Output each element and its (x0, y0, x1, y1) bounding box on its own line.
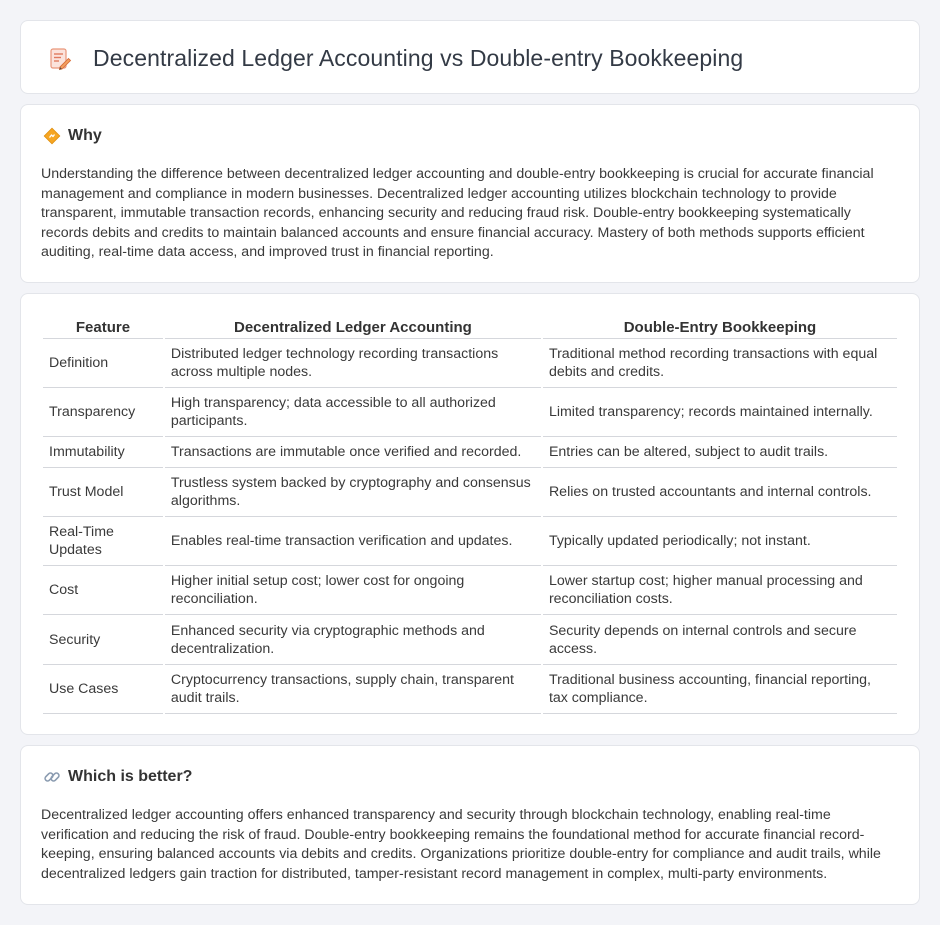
feature-cell: Use Cases (43, 665, 163, 714)
feature-cell: Real-Time Updates (43, 517, 163, 566)
decentralized-cell: Distributed ledger technology recording transactions across multiple nodes. (165, 339, 541, 388)
table-row (43, 468, 897, 517)
feature-cell: Security (43, 615, 163, 665)
double-entry-cell: Lower startup cost; higher manual processing and reconciliation costs. (543, 566, 897, 615)
table-row (43, 437, 897, 468)
why-heading (43, 127, 102, 145)
which-better-text: Decentralized ledger accounting offers enhanced transparency and security through blockchain technology, enabling real-time verification and reducing the risk of fraud. Double-entry bookkeeping remains the foundational method for accurate financial record-keeping, ensuring balanced accounts via debits and credits. Organizations prioritize double-entry for compliance and audit trails, while decentralized ledgers gain traction for distributed, tamper-resistant record management in complex, multi-party environments. (41, 807, 881, 882)
table-row (43, 665, 897, 714)
which-better-section (20, 745, 920, 905)
why-title: Why (68, 127, 102, 144)
document-pencil-icon (47, 46, 73, 72)
double-entry-cell: Relies on trusted accountants and internal controls. (543, 468, 897, 517)
link-icon (43, 768, 61, 786)
feature-cell: Definition (43, 339, 163, 388)
feature-cell: Trust Model (43, 468, 163, 517)
why-text: Understanding the difference between decentralized ledger accounting and double-entry bookkeeping is crucial for accurate financial management and compliance in modern businesses. Decentralized ledger accounting utilizes blockchain technology to provide transparent, immutable transaction records, enhancing security and reducing fraud risk. Double-entry bookkeeping systematically records debits and credits to maintain balanced accounts and ensure financial accuracy. Mastery of both methods supports efficient auditing, real-time data access, and improved trust in financial reporting. (41, 166, 874, 260)
table-row (43, 517, 897, 566)
title-row (47, 45, 743, 72)
table-row (43, 566, 897, 615)
header-double-entry: Double-Entry Bookkeeping (543, 314, 897, 339)
decentralized-cell: Cryptocurrency transactions, supply chain, transparent audit trails. (165, 665, 541, 714)
which-better-heading (43, 768, 192, 786)
table-row (43, 615, 897, 665)
decentralized-cell: Trustless system backed by cryptography and consensus algorithms. (165, 468, 541, 517)
comparison-section (20, 293, 920, 735)
decentralized-cell: Transactions are immutable once verified and recorded. (165, 437, 541, 468)
header-decentralized: Decentralized Ledger Accounting (165, 314, 541, 339)
why-section (20, 104, 920, 283)
decentralized-cell: Higher initial setup cost; lower cost for ongoing reconciliation. (165, 566, 541, 615)
decentralized-cell: High transparency; data accessible to all authorized participants. (165, 388, 541, 437)
double-entry-cell: Typically updated periodically; not instant. (543, 517, 897, 566)
comparison-table (41, 314, 899, 714)
table-header-row (43, 314, 897, 339)
table-row (43, 388, 897, 437)
which-better-title: Which is better? (68, 768, 193, 785)
feature-cell: Transparency (43, 388, 163, 437)
table-row (43, 339, 897, 388)
double-entry-cell: Traditional business accounting, financial reporting, tax compliance. (543, 665, 897, 714)
decentralized-cell: Enhanced security via cryptographic methods and decentralization. (165, 615, 541, 665)
feature-cell: Immutability (43, 437, 163, 468)
diamond-sign-icon (43, 127, 61, 145)
double-entry-cell: Entries can be altered, subject to audit trails. (543, 437, 897, 468)
double-entry-cell: Security depends on internal controls and secure access. (543, 615, 897, 665)
title-card (20, 20, 920, 94)
decentralized-cell: Enables real-time transaction verification and updates. (165, 517, 541, 566)
header-feature: Feature (43, 314, 163, 339)
page-title: Decentralized Ledger Accounting vs Double-entry Bookkeeping (93, 45, 744, 71)
double-entry-cell: Limited transparency; records maintained internally. (543, 388, 897, 437)
double-entry-cell: Traditional method recording transactions with equal debits and credits. (543, 339, 897, 388)
feature-cell: Cost (43, 566, 163, 615)
